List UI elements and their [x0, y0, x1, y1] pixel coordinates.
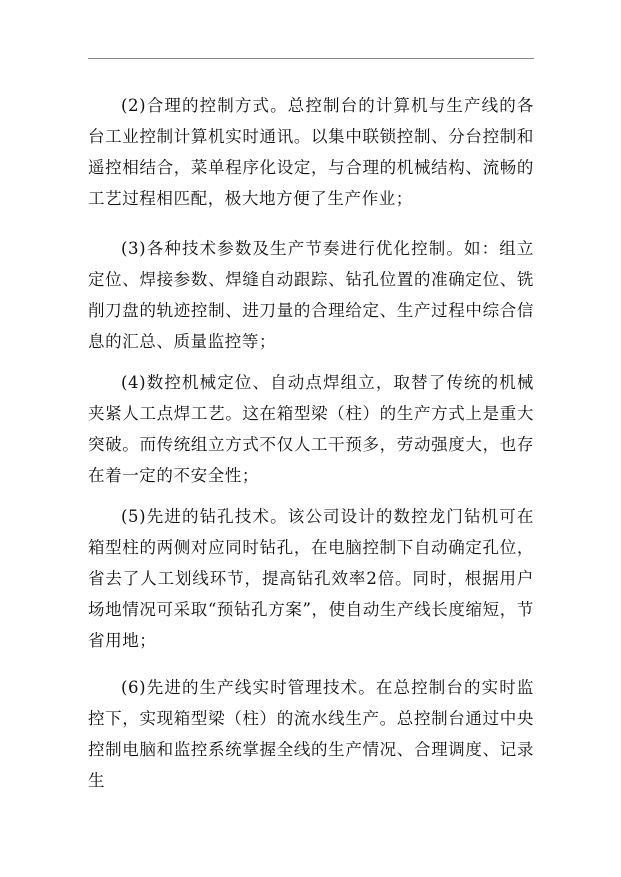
paragraph-control-method: (2)合理的控制方式。总控制台的计算机与生产线的各台工业控制计算机实时通讯。以集中联锁控制、分台控制和遥控相结合，菜单程序化设定，与合理的机械结构、流畅的工艺过程相匹配，极大地方便了生产作业； — [88, 96, 534, 208]
paragraph-drilling-technology: (5)先进的钻孔技术。该公司设计的数控龙门钻机可在箱型柱的两侧对应同时钻孔，在电脑控制下自动确定孔位，省去了人工划线环节，提高钻孔效率2倍。同时，根据用户场地情况可采取“预钻孔方案”，使自动生产线长度缩短，节省用地； — [88, 507, 534, 650]
paragraph-parameter-optimization: (3)各种技术参数及生产节奏进行优化控制。如：组立定位、焊接参数、焊缝自动跟踪、钻孔位置的准确定位、铣削刀盘的轨迹控制、进刀量的合理给定、生产过程中综合信息的汇总、质量监控等； — [88, 239, 534, 351]
paragraph-cnc-positioning: (4)数控机械定位、自动点焊组立，取替了传统的机械夹紧人工点焊工艺。这在箱型梁（柱）的生产方式上是重大突破。而传统组立方式不仅人工干预多，劳动强度大，也存在着一定的不安全性； — [88, 373, 534, 485]
header-rule — [88, 58, 534, 59]
paragraph-realtime-management: (6)先进的生产线实时管理技术。在总控制台的实时监控下，实现箱型梁（柱）的流水线生产。总控制台通过中央控制电脑和监控系统掌握全线的生产情况、合理调度、记录生 — [88, 678, 534, 790]
